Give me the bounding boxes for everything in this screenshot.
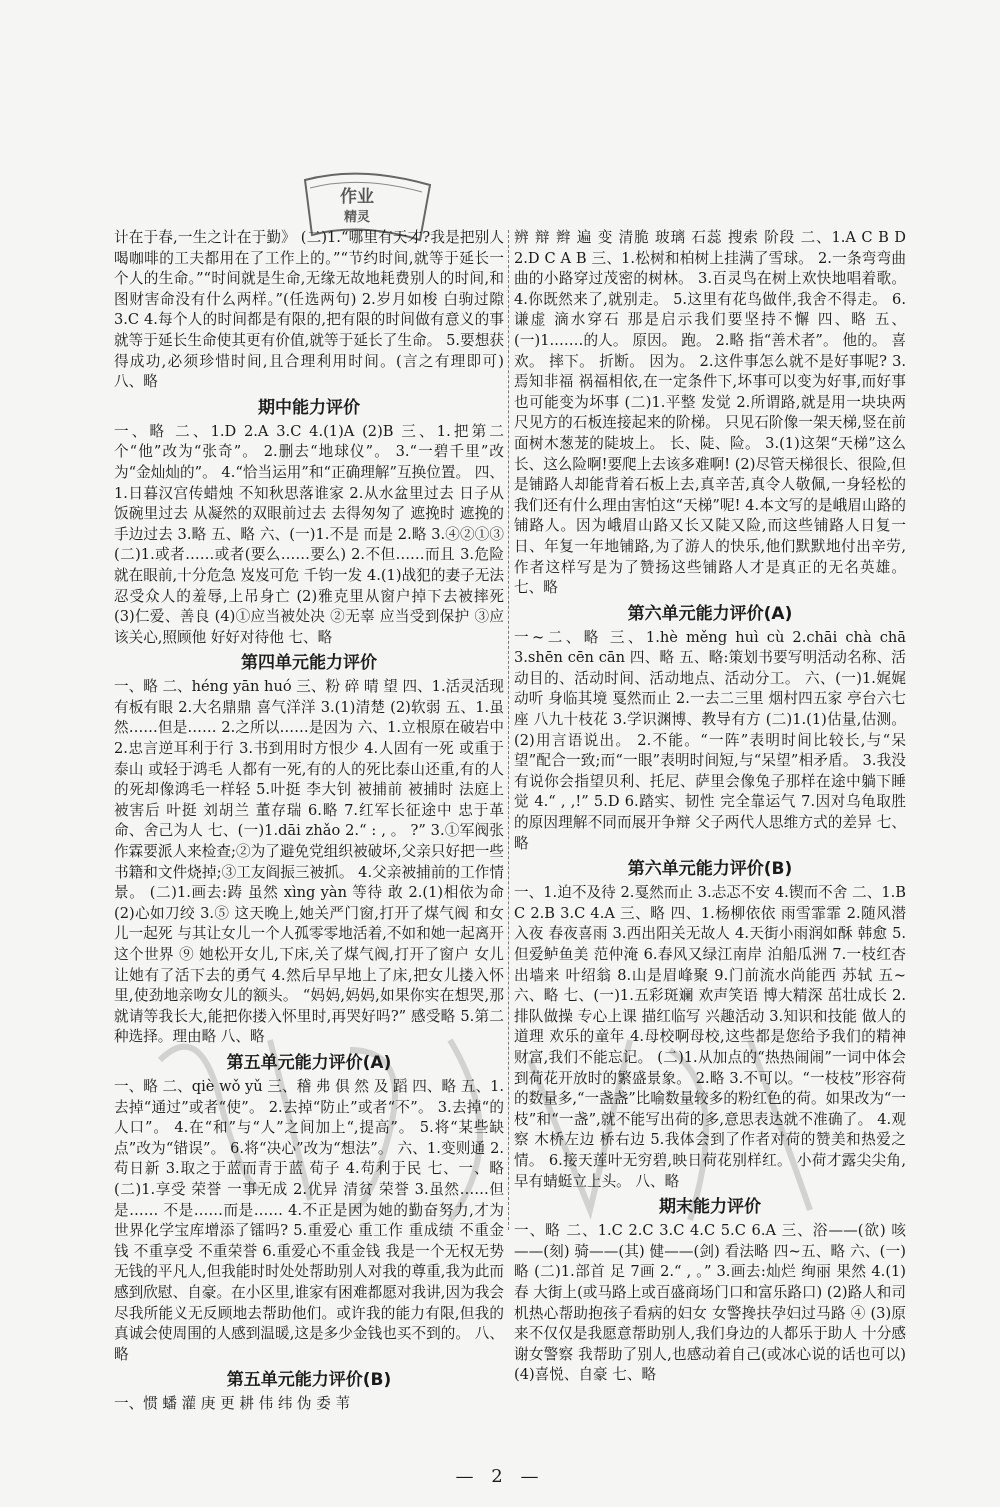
answer-block: 辨 辩 辫 遍 变 清脆 玻璃 石蕊 搜索 阶段 二、1.A C B D 2.D C A B 三、1.松树和柏树上挂满了雪球。 2.一条弯弯曲曲的小路穿过茂密的树林。 3.百灵鸟在树上欢快地唱着歌。 4.你既然来了,就别走。 5.这里有花鸟做伴,我舍不得走。 6.谦虚 滴水穿石 那是启示我们要坚持不懈 四、略 五、(一)1.……的人。 原因。 跑。 2.略 指“善术者”。 他的。 喜欢。 摔下。 折断。 因为。 2.这件事怎么就不是好事呢? 3.焉知非福 祸福相依,在一定条件下,坏事可以变为好事,而好事也可能变为坏事 (二)1.平整 发觉 2.所谓路,就是用一块块两尺见方的石板连接起来的阶梯。 只见石阶像一架天梯,竖在前面树木葱茏的陡坡上。 长、陡、险。 3.(1)这架“天梯”这么长、这么险啊!要爬上去该多难啊! (2)尽管天梯很长、很险,但是铺路人却能背着石板上去,真辛苦,真令人敬佩,一身轻松的我们还有什么理由害怕这“天梯”呢! 4.本文写的是峨眉山路的铺路人。因为峨眉山路又长又陡又险,而这些铺路人日复一日、年复一年地铺路,为了游人的快乐,他们默默地付出辛劳,作者这样写是为了赞扬这些铺路人才是真正的无名英雄。 七、略 (514, 229, 906, 597)
stamp-bottom-text: 精灵 (344, 210, 371, 225)
answer-block: 一~二、略 三、1.hè měng huì cù 2.chāi chà chā 3.shēn cēn cān 四、略 五、略:策划书要写明活动名称、活动目的、活动时间、活动地点、活动分工。 六、(一)1.娓娓动听 身临其境 戛然而止 2.一去二三里 烟村四五家 亭台六七座 八九十枝花 3.学识渊博、教导有方 (二)1.(1)估量,估测。 (2)用言语说出。 2.不能。“一阵”表明时间比较长,与“呆望”配合一致;而“一眼”表明时间短,与“呆望”相矛盾。 3.我没有说你会指望贝利、托尼、萨里会像兔子那样在途中躺下睡觉 4.“ , ,!” 5.D 6.踏实、韧性 完全靠运气 7.因对乌龟取胜的原因理解不同而展开争辩 父子两代人思维方式的差异 七、略 (514, 628, 906, 852)
section-heading: 期中能力评价 (258, 397, 360, 418)
section-heading: 第四单元能力评价 (241, 653, 377, 674)
answer-block: 一、1.迫不及待 2.戛然而止 3.忐忑不安 4.锲而不舍 二、1.B C 2.B 3.C 4.A 三、略 四、1.杨柳依依 雨雪霏霏 2.随风潜入夜 春夜喜雨 3.西出阳关无故人 4.天街小雨润如酥 韩愈 5.但爱鲈鱼美 范仲淹 6.春风又绿江南岸 泊船瓜洲 7.一枝红杏出墙来 叶绍翁 8.山是眉峰聚 9.门前流水尚能西 苏轼 五~六、略 七、(一)1.五彩斑斓 欢声笑语 博大精深 茁壮成长 2.排队做操 专心上课 描红临写 兴趣活动 3.知识和技能 做人的道理 欢乐的童年 4.母校啊母校,这些都是您给予我们的精神财富,我们不能忘记。 (二)1.从加点的“热热闹闹”一词中体会到荷花开放时的繁盛景象。 2.略 3.不可以。“一枝枝”形容荷的数量多,“一盏盏”比喻数量较多的粉红色的荷。如果改为“一枝”和“一盏”,就不能写出荷的多,意思表达就不准确了。 4.观察 木桥左边 桥右边 5.我体会到了作者对荷的赞美和热爱之情。 6.接天莲叶无穷碧,映日荷花别样红。 小荷才露尖尖角,早有蜻蜓立上头。 八、略 (514, 884, 906, 1190)
answer-block: 一、略 二、1.C 2.C 3.C 4.C 5.C 6.A 三、浴——(欲) 咳——(刻) 骑——(其) 健——(剑) 看法略 四~五、略 六、(一)略 (二)1.部首 足 7画 2.“ , 。” 3.画去:灿烂 绚丽 果然 4.(1)春 大街上(或马路上或百盛商场门口和富乐路口) (2)路人和司机热心帮助抱孩子看病的妇女 女警搀扶孕妇过马路 ④ (3)原来不仅仅是我愿意帮助别人,我们身边的人都乐于助人 十分感谢女警察 我帮助了别人,也感动着自己(或冰心说的话也可以) (4)喜悦、自豪 七、略 (514, 1222, 906, 1384)
section-heading: 第六单元能力评价(A) (627, 603, 793, 624)
answer-block: 一、惯 蟠 灌 庚 更 耕 伟 纬 伪 委 苇 (114, 1395, 351, 1413)
watermark (150, 1000, 850, 1230)
left-column (114, 228, 504, 1415)
answer-block: 一、略 二、héng yān huó 三、粉 碎 晴 望 四、1.活灵活现 有板有眼 2.大名鼎鼎 喜气洋洋 3.(1)清楚 (2)软弱 五、1.虽然……但是…… 2.之所以……是因为 六、1.立根原在破岩中 2.忠言逆耳利于行 3.书到用时方恨少 4.人固有一死 或重于泰山 或轻于鸿毛 人都有一死,有的人的死比泰山还重,有的人的死却像鸿毛一样轻 5.叶挺 李大钊 被捕前 被捕时 法庭上 被害后 叶挺 刘胡兰 董存瑞 6.略 7.红军长征途中 忠于革命、舍己为人 七、(一)1.dāi zhǎo 2.“ : , 。 ?” 3.①军阀张作霖要派人来检查;②为了避免党组织被破坏,父亲只好把一些书籍和文件烧掉;③工友阎振三被抓。 4.父亲被捕前的工作情景。 (二)1.画去:踌 虽然 xìng yàn 等待 敢 2.(1)相依为命 (2)心如刀绞 3.⑤ 这天晚上,她关严门窗,打开了煤气阀 和女儿一起死 与其让女儿一个人孤零零地活着,不如和她一起离开这个世界 ⑨ 她松开女儿,下床,关了煤气阀,打开了窗户 女儿让她有了活下去的勇气 4.然后早早地上了床,把女儿搂入怀里,使劲地亲吻女儿的额头。 “妈妈,妈妈,如果你实在想哭,那就请等我长大,能把你搂入怀里时,再哭好吗?” 感受略 5.第二种选择。理由略 八、略 (114, 678, 504, 1046)
stamp-top-text: 作业 (340, 187, 374, 207)
section-heading: 第五单元能力评价(A) (226, 1052, 392, 1073)
answer-block: 一、略 二、qiè wǒ yǔ 三、稽 弗 俱 然 及 蹈 四、略 五、1.去掉“通过”或者“使”。 2.去掉“防止”或者“不”。 3.去掉“的人口”。 4.在“和”与“人”之间加上“,提高”。 5.将“某些缺点”改为“错误”。 6.将“决心”改为“想法”。 六、1.变则通 2.苟日新 3.取之于蓝而青于蓝 荀子 4.苟利于民 七、一、略 (二)1.享受 荣誉 一事无成 2.优异 清贫 荣誉 3.虽然……但是…… 不是……而是…… 4.不正是因为她的勤奋努力,才为世界化学宝库增添了镭吗? 5.重爱心 重工作 重成绩 不重金钱 不重享受 不重荣誉 6.重爱心不重金钱 我是一个无权无势无钱的平凡人,但我能时时处处帮助别人对我的尊重,我为此而感到欣慰、自豪。在小区里,谁家有困难都愿对我讲,因为我会尽我所能义无反顾地去帮助他们。或许我的能力有限,但我的真诚会使周围的人感到温暖,这是多少金钱也买不到的。 八、略 (114, 1077, 504, 1363)
answer-block: 一、略 二、1.D 2.A 3.C 4.(1)A (2)B 三、1.把第二个“他”改为“张奇”。 2.删去“地球仪”。 3.“一碧千里”改为“金灿灿的”。 4.“恰当运用”和“正确理解”互换位置。 四、1.日暮汉宫传蜡烛 不知秋思落谁家 2.从水盆里过去 日子从饭碗里过去 从凝然的双眼前过去 去得匆匆了 遮挽时 遮挽的手边过去 3.略 五、略 六、(一)1.不是 而是 2.略 3.④②①③ (二)1.或者……或者(要么……要么) 2.不但……而且 3.危险就在眼前,十分危急 岌岌可危 千钧一发 4.(1)战犯的妻子无法忍受众人的羞辱,上吊身亡 (2)雅克里从窗户掉下去被摔死 (3)仁爱、善良 (4)①应当被处决 ②无辜 应当受到保护 ③应该关心,照顾他 好好对待他 七、略 (114, 422, 504, 646)
page-number: — 2 — (455, 1466, 545, 1487)
section-heading: 第六单元能力评价(B) (627, 859, 793, 880)
section-heading: 第五单元能力评价(B) (226, 1370, 392, 1391)
section-heading: 期末能力评价 (659, 1197, 761, 1218)
answer-block: 计在于春,一生之计在于勤》 (二)1.“哪里有天才?我是把别人喝咖啡的工夫都用在了工作上的。”“节约时间,就等于延长一个人的生命。”“时间就是生命,无缘无故地耗费别人的时间,和图财害命没有什么两样。”(任选两句) 2.岁月如梭 白驹过隙 3.C 4.每个人的时间都是有限的,把有限的时间做有意义的事就等于延长生命使其更有价值,就等于延长了生命。 5.要想获得成功,必须珍惜时间,且合理利用时间。(言之有理即可) 八、略 (114, 229, 504, 391)
